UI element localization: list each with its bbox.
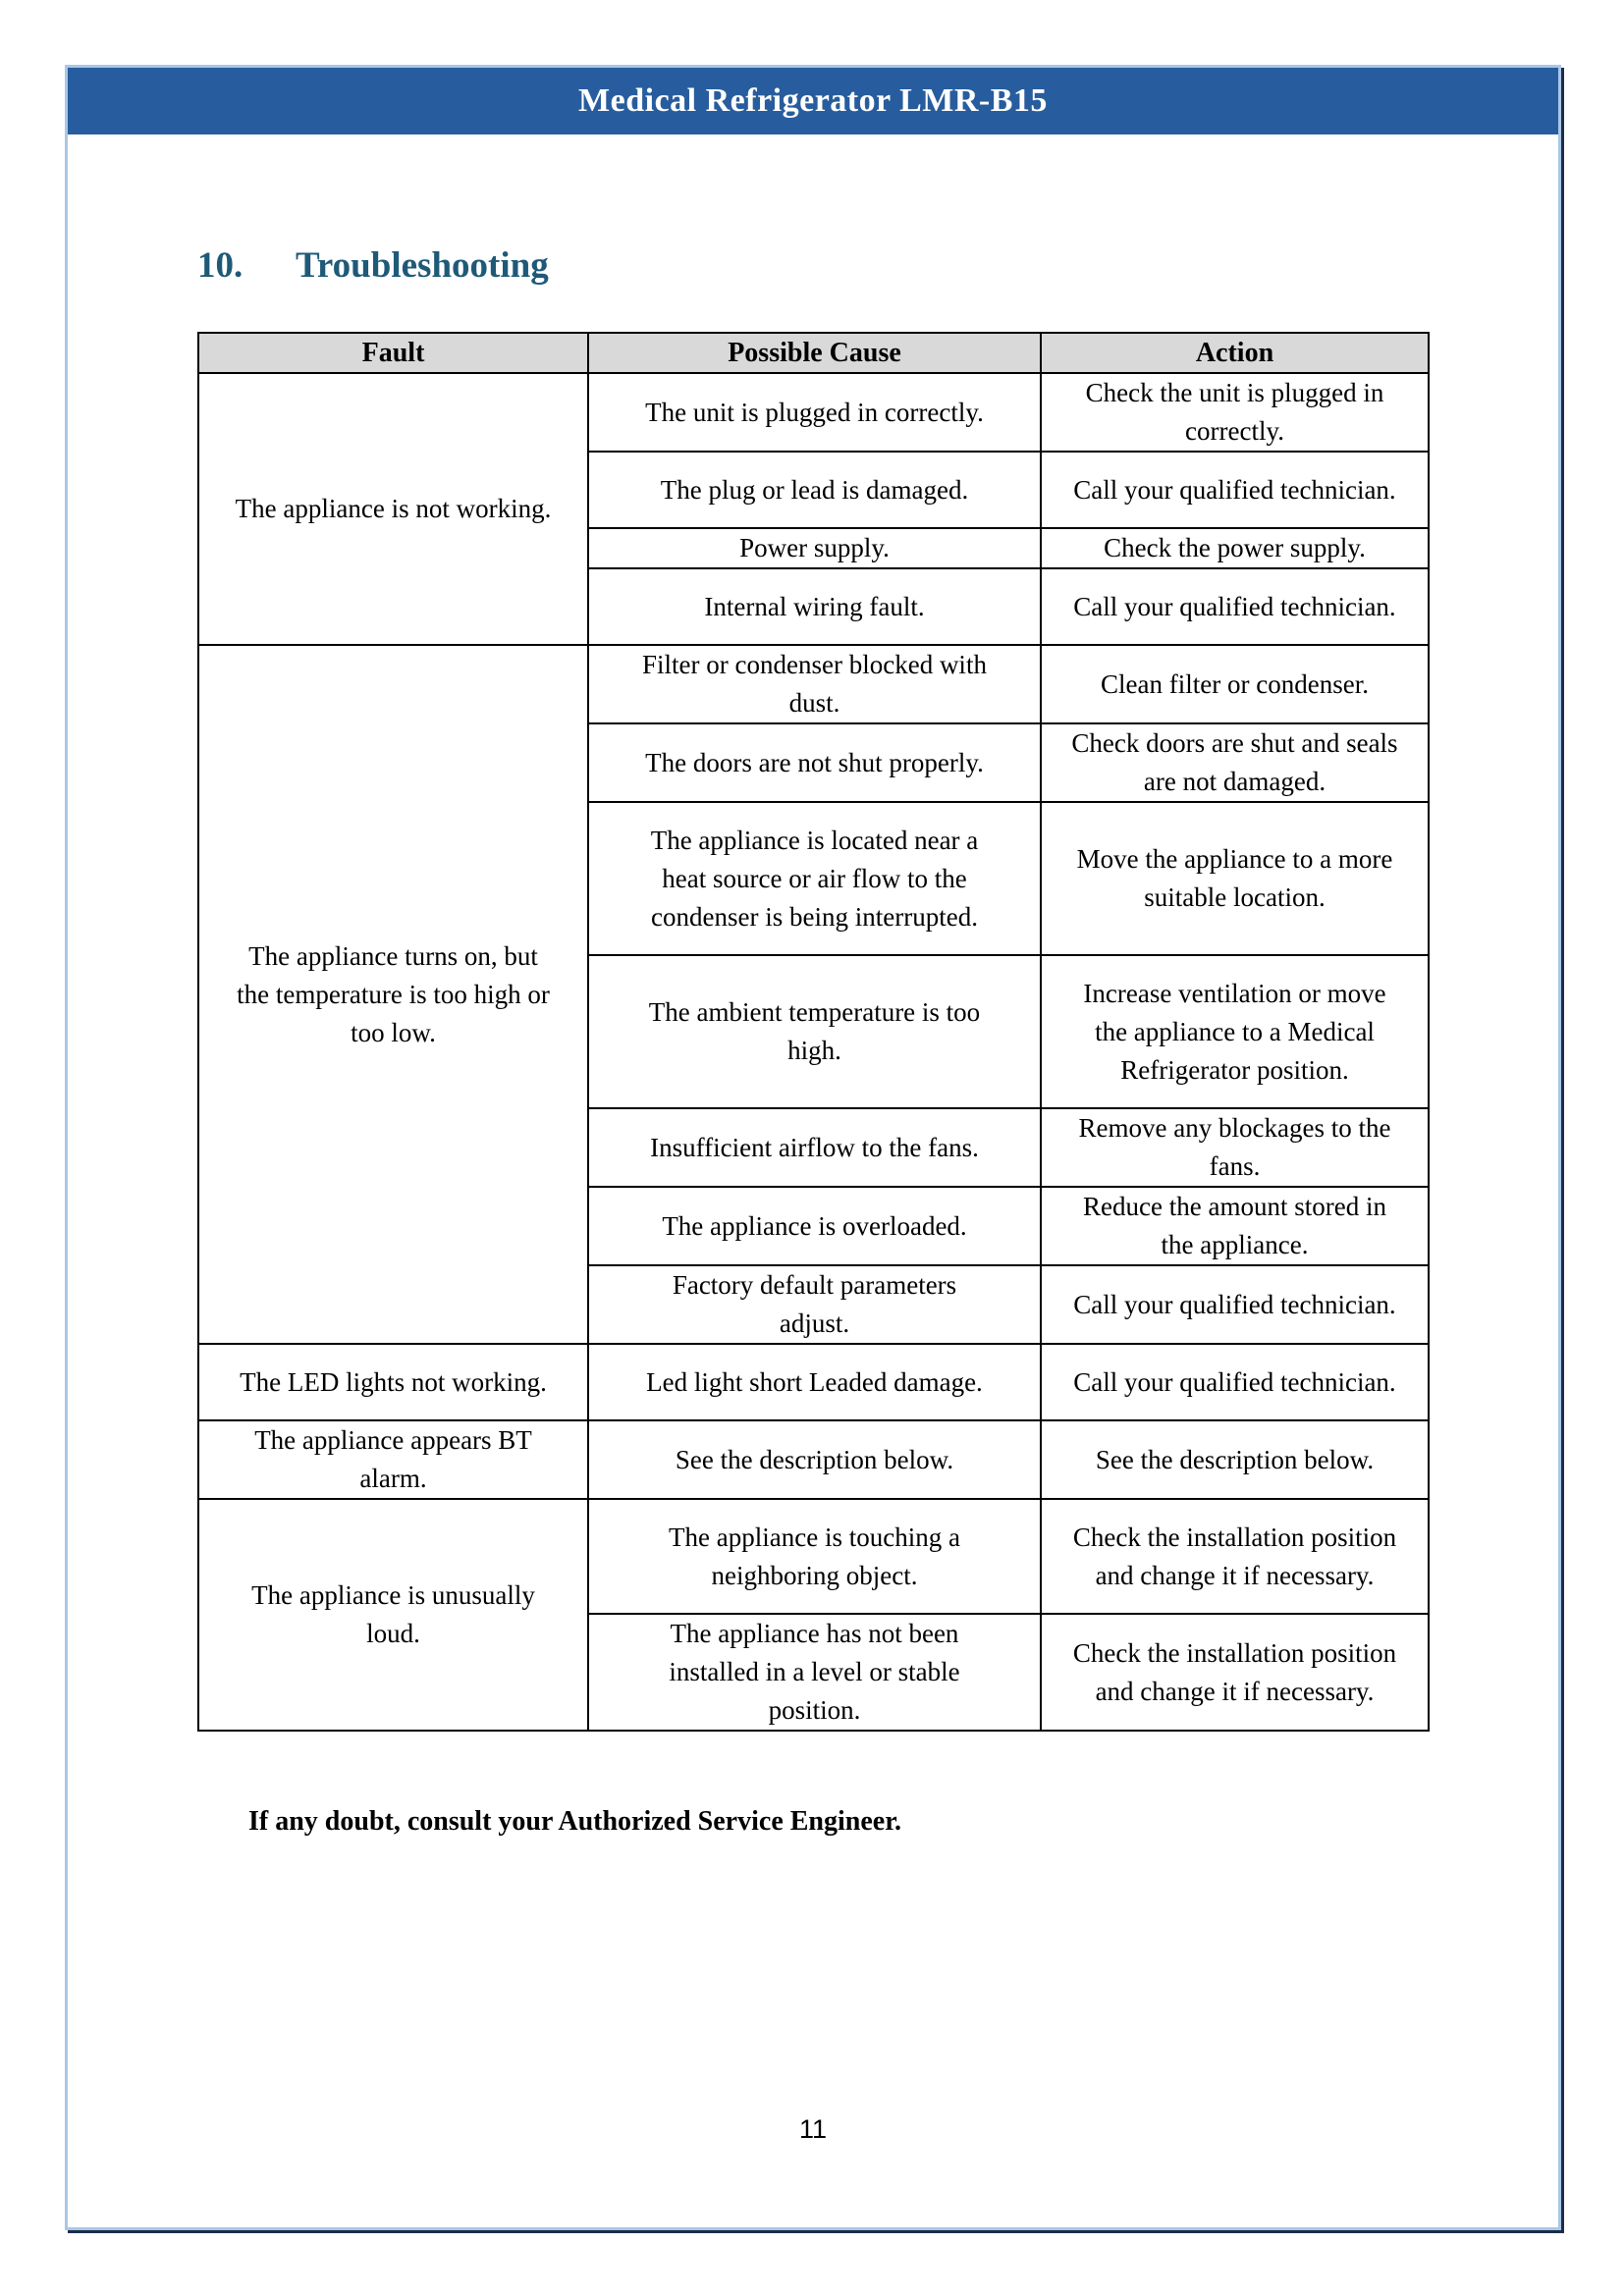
table-row — [198, 1344, 1429, 1420]
document-page — [65, 65, 1561, 2230]
cause-cell: Filter or condenser blocked with dust. — [588, 645, 1041, 723]
action-cell: Remove any blockages to the fans. — [1041, 1108, 1429, 1187]
fault-cell: The appliance is unusually loud. — [198, 1499, 588, 1731]
cause-cell: Insufficient airflow to the fans. — [588, 1108, 1041, 1187]
action-cell: Call your qualified technician. — [1041, 1265, 1429, 1344]
action-cell: Increase ventilation or move the appliance to a Medical Refrigerator position. — [1041, 955, 1429, 1108]
action-cell: Move the appliance to a more suitable location. — [1041, 802, 1429, 955]
cause-cell: Led light short Leaded damage. — [588, 1344, 1041, 1420]
fault-cell: The appliance appears BT alarm. — [198, 1420, 588, 1499]
note-text: If any doubt, consult your Authorized Service Engineer. — [248, 1806, 902, 1837]
column-header-fault: Fault — [198, 333, 588, 373]
table-row — [198, 373, 1429, 452]
table-row — [198, 1420, 1429, 1499]
section-heading — [197, 244, 1558, 287]
action-cell: Check the unit is plugged in correctly. — [1041, 373, 1429, 452]
section-number: 10. — [197, 245, 244, 286]
action-cell: Call your qualified technician. — [1041, 568, 1429, 645]
fault-cell: The appliance turns on, but the temperature is too high or too low. — [198, 645, 588, 1344]
column-header-possible-cause: Possible Cause — [588, 333, 1041, 373]
action-cell: Check the installation position and change it if necessary. — [1041, 1614, 1429, 1731]
cause-cell: Internal wiring fault. — [588, 568, 1041, 645]
action-cell: Check doors are shut and seals are not damaged. — [1041, 723, 1429, 802]
cause-cell: The plug or lead is damaged. — [588, 452, 1041, 528]
action-cell: Call your qualified technician. — [1041, 452, 1429, 528]
action-cell: Call your qualified technician. — [1041, 1344, 1429, 1420]
fault-cell: The LED lights not working. — [198, 1344, 588, 1420]
page-number: 11 — [798, 2114, 828, 2144]
section-title: Troubleshooting — [296, 245, 549, 286]
table-row — [198, 645, 1429, 723]
cause-cell: The appliance has not been installed in a level or stable position. — [588, 1614, 1041, 1731]
cause-cell: The appliance is located near a heat source or air flow to the condenser is being interrupted. — [588, 802, 1041, 955]
fault-cell: The appliance is not working. — [198, 373, 588, 645]
cause-cell: The appliance is overloaded. — [588, 1187, 1041, 1265]
document-title: Medical Refrigerator LMR-B15 — [578, 82, 1048, 119]
action-cell: Check the installation position and change it if necessary. — [1041, 1499, 1429, 1614]
column-header-action: Action — [1041, 333, 1429, 373]
cause-cell: Factory default parameters adjust. — [588, 1265, 1041, 1344]
cause-cell: The unit is plugged in correctly. — [588, 373, 1041, 452]
cause-cell: Power supply. — [588, 528, 1041, 568]
action-cell: See the description below. — [1041, 1420, 1429, 1499]
cause-cell: See the description below. — [588, 1420, 1041, 1499]
action-cell: Check the power supply. — [1041, 528, 1429, 568]
cause-cell: The ambient temperature is too high. — [588, 955, 1041, 1108]
action-cell: Reduce the amount stored in the appliance. — [1041, 1187, 1429, 1265]
cause-cell: The appliance is touching a neighboring object. — [588, 1499, 1041, 1614]
troubleshooting-table — [197, 332, 1430, 1732]
cause-cell: The doors are not shut properly. — [588, 723, 1041, 802]
action-cell: Clean filter or condenser. — [1041, 645, 1429, 723]
document-header-bar — [68, 68, 1558, 134]
table-row — [198, 1499, 1429, 1614]
table-header-row — [198, 333, 1429, 373]
